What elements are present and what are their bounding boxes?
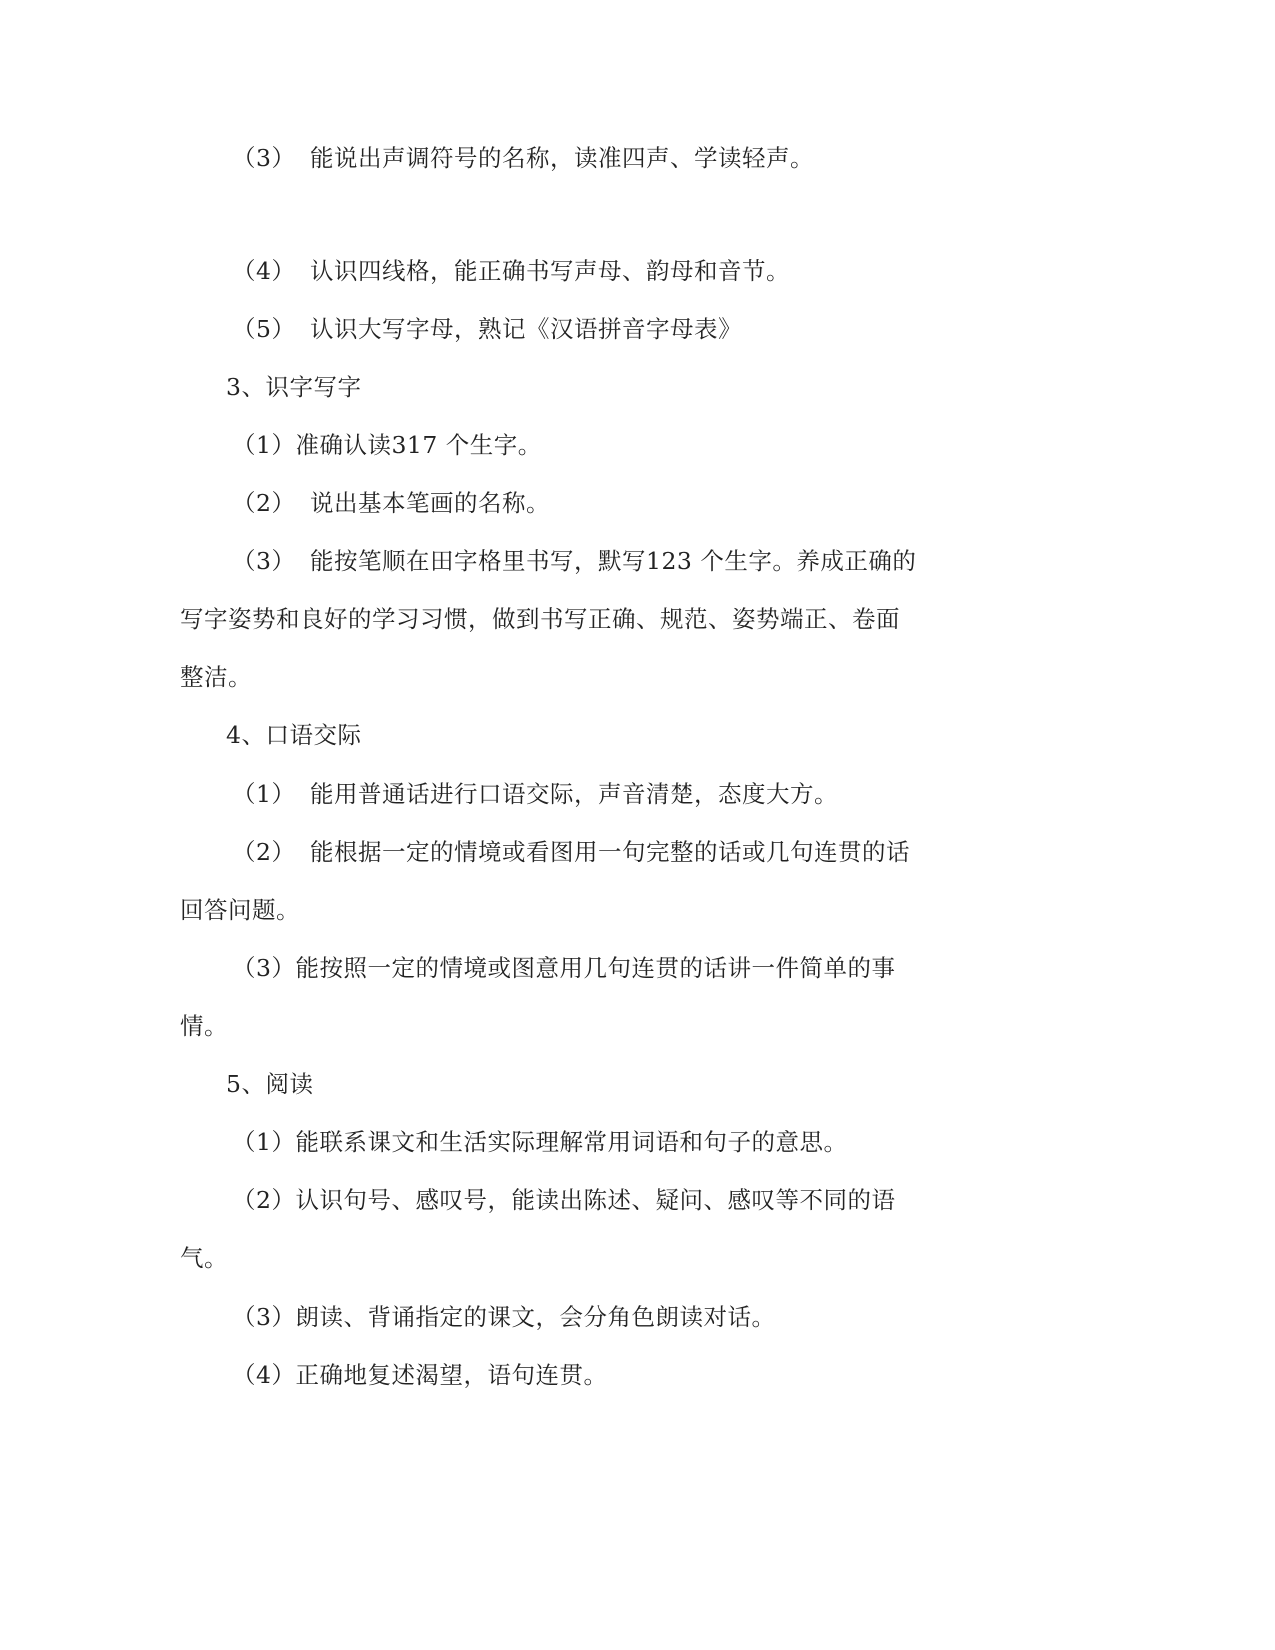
paragraph-continuation: [180, 604, 900, 634]
paragraph-continuation: [180, 895, 300, 925]
item-text: 能根据一定的情境或看图用一句完整的话或几句连贯的话: [310, 838, 910, 866]
item-number: （1）: [232, 780, 296, 808]
heading-text: 4、口语交际: [226, 721, 362, 749]
list-item-2-punctuation: [232, 1185, 895, 1215]
paragraph-continuation: [180, 662, 252, 692]
heading-text: 3、识字写字: [226, 373, 362, 401]
item-text: （1）能联系课文和生活实际理解常用词语和句子的意思。: [232, 1128, 848, 1156]
item-text: 能用普通话进行口语交际，声音清楚，态度大方。: [310, 780, 838, 808]
section-heading-oral: [226, 720, 361, 750]
list-item-2-answer: [232, 837, 910, 867]
list-item-1-recognize: [232, 430, 542, 460]
list-item-3-tone: [232, 143, 814, 173]
item-text: 认识四线格，能正确书写声母、韵母和音节。: [310, 257, 790, 285]
paragraph-text: 整洁。: [180, 663, 252, 691]
list-item-1-understand: [232, 1127, 847, 1157]
paragraph-text: 情。: [180, 1012, 228, 1040]
list-item-4-grid: [232, 256, 790, 286]
item-number: （2）: [232, 489, 296, 517]
item-text: 说出基本笔画的名称。: [310, 489, 550, 517]
item-number: （3）: [232, 144, 296, 172]
paragraph-text: 气。: [180, 1244, 228, 1272]
paragraph-text: 回答问题。: [180, 896, 300, 924]
list-item-3-recite: [232, 1302, 775, 1332]
section-heading-literacy: [226, 372, 361, 402]
section-heading-reading: [226, 1069, 313, 1099]
paragraph-continuation: [180, 1243, 228, 1273]
list-item-4-retell: [232, 1360, 607, 1390]
list-item-2-strokes: [232, 488, 550, 518]
item-text: （1）准确认读317 个生字。: [232, 431, 542, 459]
item-number: （2）: [232, 838, 296, 866]
item-text: （3）能按照一定的情境或图意用几句连贯的话讲一件简单的事: [232, 954, 896, 982]
list-item-3-writing: [232, 546, 916, 576]
list-item-3-story: [232, 953, 895, 983]
item-text: （2）认识句号、感叹号，能读出陈述、疑问、感叹等不同的语: [232, 1186, 896, 1214]
item-text: 能按笔顺在田字格里书写，默写123 个生字。养成正确的: [310, 547, 917, 575]
item-text: （3）朗读、背诵指定的课文，会分角色朗读对话。: [232, 1303, 776, 1331]
item-text: 认识大写字母，熟记《汉语拼音字母表》: [310, 315, 742, 343]
paragraph-text: 写字姿势和良好的学习习惯，做到书写正确、规范、姿势端正、卷面: [180, 605, 900, 633]
heading-text: 5、阅读: [226, 1070, 314, 1098]
item-number: （3）: [232, 547, 296, 575]
list-item-1-mandarin: [232, 779, 838, 809]
item-text: 能说出声调符号的名称，读准四声、学读轻声。: [310, 144, 814, 172]
item-number: （4）: [232, 257, 296, 285]
paragraph-continuation: [180, 1011, 228, 1041]
list-item-5-capitals: [232, 314, 742, 344]
item-text: （4）正确地复述渴望，语句连贯。: [232, 1361, 608, 1389]
item-number: （5）: [232, 315, 296, 343]
